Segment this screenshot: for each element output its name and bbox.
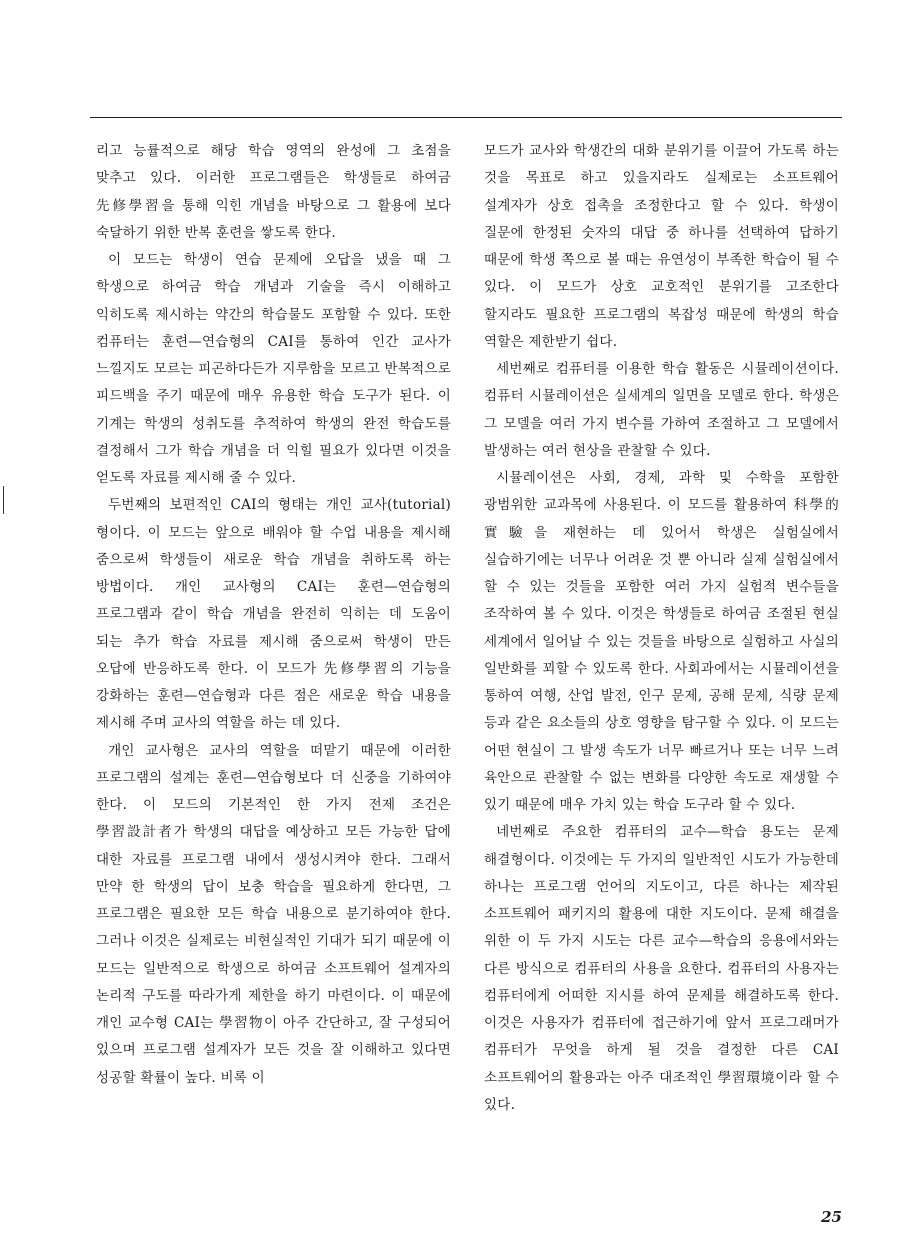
- paragraph: 이 모드는 학생이 연습 문제에 오답을 냈을 때 그 학생으로 하여금 학습 개념과 기술을 즉시 이해하고 익히도록 제시하는 약간의 학습물도 포함할 수 있다. 또한 컴퓨터는 훈련—연습형의 CAI를 통하여 인간 교사가 느낄지도 모르는 피곤하다든가 지루함을 모르고 반복적으로 피드백을 주기 때문에 매우 유용한 학습 도구가 된다. 이 기계는 학생의 성취도를 추적하여 학생의 완전 학습도를 결정해서 그가 학습 개념을 더 익힐 필요가 있다면 이것을 얻도록 자료를 제시해 줄 수 있다.: [96, 252, 451, 486]
- header-rule: [90, 117, 842, 118]
- paragraph: 네번째로 주요한 컴퓨터의 교수—학습 용도는 문제 해결형이다. 이것에는 두 가지의 일반적인 시도가 가능한데 하나는 프로그램 언어의 지도이고, 다른 하나는 제작된 소프트웨어 패키지의 활용에 대한 지도이다. 문제 해결을 위한 이 두 가지 시도는 다른 교수—학습의 응용에서와는 다른 방식으로 컴퓨터의 사용을 요한다. 컴퓨터의 사용자는 컴퓨터에게 어떠한 지시를 하여 문제를 해결하도록 한다. 이것은 사용자가 컴퓨터에 접근하기에 앞서 프로그래머가 컴퓨터가 무엇을 하게 될 것을 결정한 다른 CAI 소프트웨어의 활용과는 아주 대조적인 學習環境이라 할 수 있다.: [484, 824, 839, 1113]
- right-column: [484, 138, 839, 1119]
- paragraph: 리고 능률적으로 해당 학습 영역의 완성에 그 초점을 맞추고 있다. 이러한 프로그램들은 학생들로 하여금 先修學習을 통해 익힌 개념을 바탕으로 그 활용에 보다 숙달하기 위한 반복 훈련을 쌓도록 한다.: [96, 143, 451, 241]
- margin-mark: [3, 486, 4, 514]
- page-number: 25: [821, 1208, 842, 1226]
- paragraph: 세번째로 컴퓨터를 이용한 학습 활동은 시뮬레이션이다. 컴퓨터 시뮬레이션은 실세계의 일면을 모델로 한다. 학생은 그 모델을 여러 가지 변수를 가하여 조절하고 그 모델에서 발생하는 여러 현상을 관찰할 수 있다.: [484, 361, 839, 459]
- left-column: [96, 138, 451, 1092]
- paragraph: 시뮬레이션은 사회, 경제, 과학 및 수학을 포함한 광범위한 교과목에 사용된다. 이 모드를 활용하여 科學的 實驗을 재현하는 데 있어서 학생은 실험실에서 실습하기에는 너무나 어려운 것 뿐 아니라 실제 실험실에서 할 수 있는 것들을 포함한 여러 가지 실험적 변수들을 조작하여 볼 수 있다. 이것은 학생들로 하여금 조절된 현실 세계에서 일어날 수 있는 것들을 바탕으로 실험하고 사실의 일반화를 꾀할 수 있도록 한다. 사회과에서는 시뮬레이션을 통하여 여행, 산업 발전, 인구 문제, 공해 문제, 식량 문제 등과 같은 요소들의 상호 영향을 탐구할 수 있다. 이 모드는 어떤 현실이 그 발생 속도가 너무 빠르거나 또는 너무 느려 육안으로 관찰할 수 없는 변화를 다양한 속도로 재생할 수 있기 때문에 매우 가치 있는 학습 도구라 할 수 있다.: [484, 470, 839, 813]
- paragraph: 두번째의 보편적인 CAI의 형태는 개인 교사(tutorial)형이다. 이 모드는 앞으로 배워야 할 수업 내용을 제시해 줌으로써 학생들이 새로운 학습 개념을 취하도록 하는 방법이다. 개인 교사형의 CAI는 훈련—연습형의 프로그램과 같이 학습 개념을 완전히 익히는 데 도움이 되는 추가 학습 자료를 제시해 줌으로써 학생이 만든 오답에 반응하도록 한다. 이 모드가 先修學習의 기능을 강화하는 훈련—연습형과 다른 점은 새로운 학습 내용을 제시해 주며 교사의 역할을 하는 데 있다.: [96, 497, 451, 732]
- paragraph: 개인 교사형은 교사의 역할을 떠맡기 때문에 이러한 프로그램의 설계는 훈련—연습형보다 더 신중을 기하여야 한다. 이 모드의 기본적인 한 가지 전제 조건은 學習設計者가 학생의 대답을 예상하고 모든 가능한 답에 대한 자료를 프로그램 내에서 생성시켜야 한다. 그래서 만약 한 학생의 답이 보충 학습을 필요하게 한다면, 그 프로그램은 필요한 모든 학습 내용으로 분기하여야 한다. 그러나 이것은 실제로는 비현실적인 기대가 되기 때문에 이 모드는 일반적으로 학생으로 하여금 소프트웨어 설계자의 논리적 구도를 따라가게 제한을 하기 마련이다. 이 때문에 개인 교수형 CAI는 學習物이 아주 간단하고, 잘 구성되어 있으며 프로그램 설계자가 모든 것을 잘 이해하고 있다면 성공할 확률이 높다. 비록 이: [96, 742, 451, 1086]
- paragraph: 모드가 교사와 학생간의 대화 분위기를 이끌어 가도록 하는 것을 목표로 하고 있을지라도 실제로는 소프트웨어 설계자가 상호 접촉을 조정한다고 할 수 있다. 학생이 질문에 한정된 숫자의 대답 중 하나를 선택하여 답하기 때문에 학생 쪽으로 볼 때는 유연성이 부족한 학습이 될 수 있다. 이 모드가 상호 교호적인 분위기를 고조한다 할지라도 필요한 프로그램의 복잡성 때문에 학생의 학습 역할은 제한받기 쉽다.: [484, 143, 839, 350]
